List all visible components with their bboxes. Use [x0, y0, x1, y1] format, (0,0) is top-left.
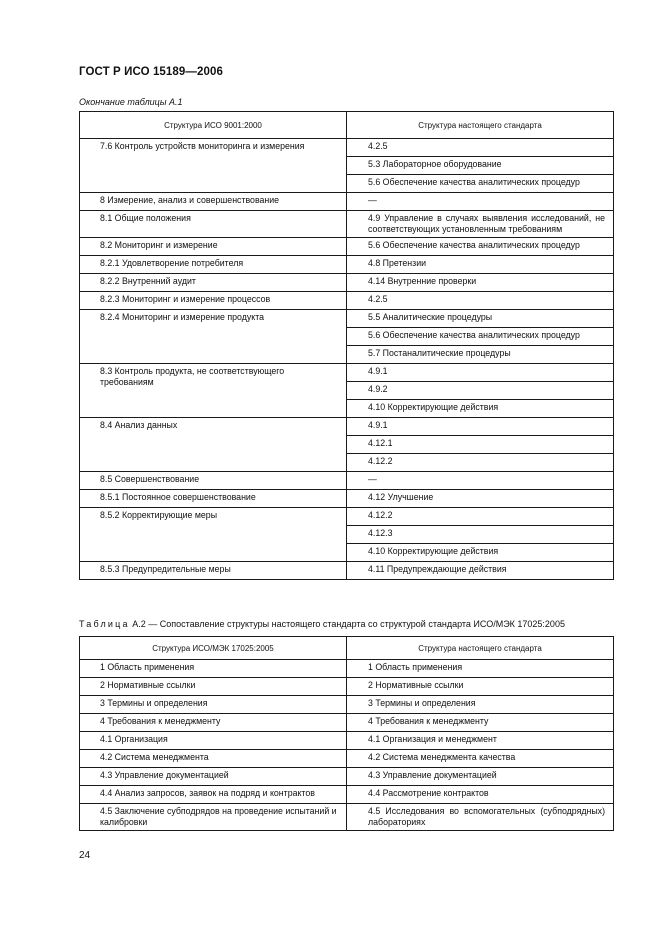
cell-standard: 1 Область применения	[347, 660, 614, 678]
cell-iso17025: 4.4 Анализ запросов, заявок на подряд и контрактов	[80, 786, 347, 804]
cell-iso9001: 8.5.1 Постоянное совершенствование	[80, 490, 347, 508]
cell-iso9001: 8.2.2 Внутренний аудит	[80, 274, 347, 292]
column-header-right: Структура настоящего стандарта	[347, 637, 614, 660]
table-row	[80, 238, 614, 256]
table-row	[80, 678, 614, 696]
cell-iso17025: 3 Термины и определения	[80, 696, 347, 714]
table-row	[80, 750, 614, 768]
cell-standard: 4.5 Исследования во вспомогательных (субподрядных) лабораториях	[347, 804, 614, 831]
cell-iso9001: 8.5.3 Предупредительные меры	[80, 562, 347, 580]
table-row	[80, 274, 614, 292]
table-row	[80, 310, 614, 328]
cell-standard: 5.3 Лабораторное оборудование	[347, 157, 614, 175]
column-header-left: Структура ИСО/МЭК 17025:2005	[80, 637, 347, 660]
cell-standard: 4.2.5	[347, 292, 614, 310]
cell-standard: 4.4 Рассмотрение контрактов	[347, 786, 614, 804]
cell-iso17025: 4.3 Управление документацией	[80, 768, 347, 786]
cell-standard: 4.10 Корректирующие действия	[347, 400, 614, 418]
table-row	[80, 490, 614, 508]
cell-standard: 4.2.5	[347, 139, 614, 157]
table-a2	[79, 636, 614, 831]
cell-standard: 4.12.2	[347, 508, 614, 526]
cell-iso9001: 7.6 Контроль устройств мониторинга и измерения	[80, 139, 347, 193]
cell-iso17025: 4 Требования к менеджменту	[80, 714, 347, 732]
cell-standard: 5.6 Обеспечение качества аналитических процедур	[347, 238, 614, 256]
table-row	[80, 508, 614, 526]
table-row	[80, 660, 614, 678]
cell-standard: 5.6 Обеспечение качества аналитических процедур	[347, 175, 614, 193]
cell-iso9001: 8 Измерение, анализ и совершенствование	[80, 193, 347, 211]
table-row	[80, 786, 614, 804]
table-row	[80, 804, 614, 831]
table-row	[80, 193, 614, 211]
cell-standard: 4.9 Управление в случаях выявления исследований, не соответствующих установленным требованиям	[347, 211, 614, 238]
cell-standard: 5.5 Аналитические процедуры	[347, 310, 614, 328]
cell-iso9001: 8.2.3 Мониторинг и измерение процессов	[80, 292, 347, 310]
cell-standard: 5.7 Постаналитические процедуры	[347, 346, 614, 364]
cell-standard: 2 Нормативные ссылки	[347, 678, 614, 696]
cell-standard: 4.12.2	[347, 454, 614, 472]
cell-standard: 4.9.2	[347, 382, 614, 400]
cell-standard: 4.10 Корректирующие действия	[347, 544, 614, 562]
cell-standard: 4.12.3	[347, 526, 614, 544]
cell-standard: 4.9.1	[347, 364, 614, 382]
page-number: 24	[79, 850, 91, 861]
cell-iso17025: 4.1 Организация	[80, 732, 347, 750]
table-a2-caption: Таблица А.2 — Сопоставление структуры настоящего стандарта со структурой стандарта ИСО/МЭК 17025:2005	[79, 619, 565, 629]
table-row	[80, 139, 614, 157]
cell-standard: 4.11 Предупреждающие действия	[347, 562, 614, 580]
table-row	[80, 418, 614, 436]
cell-iso9001: 8.1 Общие положения	[80, 211, 347, 238]
cell-standard: 4.12 Улучшение	[347, 490, 614, 508]
table-continuation-caption: Окончание таблицы А.1	[79, 97, 183, 107]
cell-iso17025: 4.2 Система менеджмента	[80, 750, 347, 768]
cell-standard: 4.14 Внутренние проверки	[347, 274, 614, 292]
cell-iso9001: 8.5.2 Корректирующие меры	[80, 508, 347, 562]
cell-iso9001: 8.2.1 Удовлетворение потребителя	[80, 256, 347, 274]
table-row	[80, 292, 614, 310]
cell-standard: 4.1 Организация и менеджмент	[347, 732, 614, 750]
table-row	[80, 256, 614, 274]
cell-iso17025: 4.5 Заключение субподрядов на проведение испытаний и калибровки	[80, 804, 347, 831]
page-title: ГОСТ Р ИСО 15189—2006	[79, 66, 224, 78]
cell-standard: 5.6 Обеспечение качества аналитических процедур	[347, 328, 614, 346]
cell-standard: —	[347, 193, 614, 211]
table-row	[80, 211, 614, 238]
table-row	[80, 696, 614, 714]
cell-iso9001: 8.5 Совершенствование	[80, 472, 347, 490]
cell-iso9001: 8.3 Контроль продукта, не соответствующего требованиям	[80, 364, 347, 418]
cell-iso9001: 8.4 Анализ данных	[80, 418, 347, 472]
table-row	[80, 562, 614, 580]
table-row	[80, 714, 614, 732]
cell-standard: 4.3 Управление документацией	[347, 768, 614, 786]
cell-iso17025: 1 Область применения	[80, 660, 347, 678]
table-row	[80, 768, 614, 786]
column-header-right: Структура настоящего стандарта	[347, 112, 614, 139]
cell-standard: 3 Термины и определения	[347, 696, 614, 714]
cell-standard: 4.12.1	[347, 436, 614, 454]
cell-iso9001: 8.2 Мониторинг и измерение	[80, 238, 347, 256]
table-row	[80, 732, 614, 750]
cell-standard: 4.9.1	[347, 418, 614, 436]
table-a1	[79, 111, 614, 580]
table-row	[80, 472, 614, 490]
cell-standard: 4.8 Претензии	[347, 256, 614, 274]
cell-iso17025: 2 Нормативные ссылки	[80, 678, 347, 696]
table-row	[80, 364, 614, 382]
cell-standard: 4.2 Система менеджмента качества	[347, 750, 614, 768]
cell-iso9001: 8.2.4 Мониторинг и измерение продукта	[80, 310, 347, 364]
cell-standard: —	[347, 472, 614, 490]
column-header-left: Структура ИСО 9001:2000	[80, 112, 347, 139]
cell-standard: 4 Требования к менеджменту	[347, 714, 614, 732]
